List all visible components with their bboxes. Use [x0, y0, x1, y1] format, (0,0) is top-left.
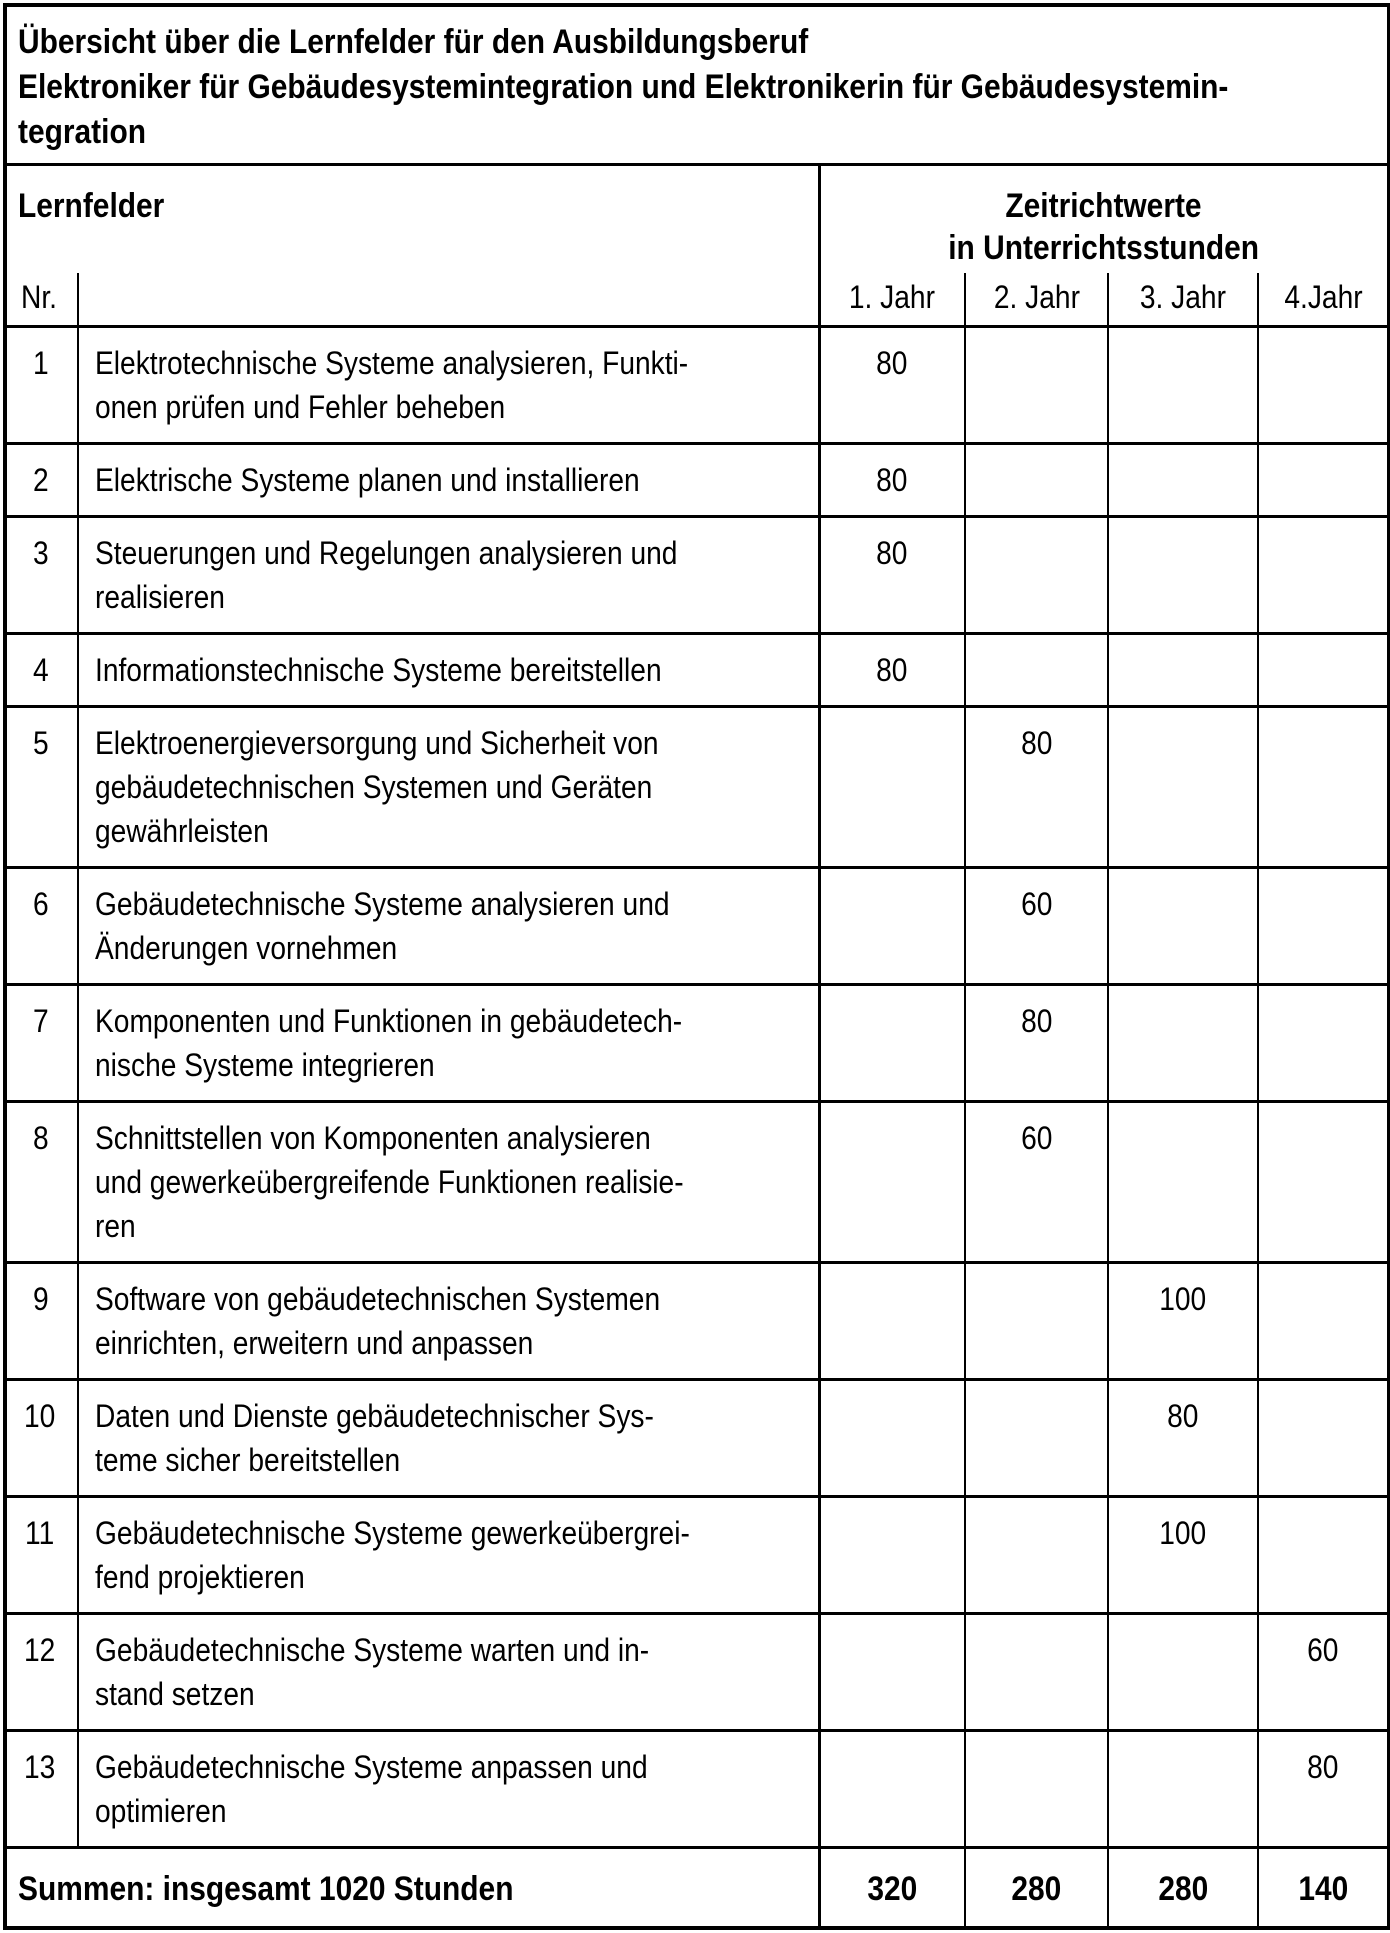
- description-line: Steuerungen und Regelungen analysieren und: [95, 535, 678, 571]
- lernfelder-label: Lernfelder: [18, 187, 165, 225]
- hours-year-3-cell: [1108, 1497, 1258, 1614]
- learning-field-description-cell: [78, 1102, 819, 1263]
- hours-year-3-cell: [1108, 868, 1258, 985]
- hours-value: [823, 999, 963, 1043]
- hours-year-4-cell: [1258, 707, 1389, 868]
- learning-field-number-cell: [5, 985, 78, 1102]
- hours-year-1-cell: [819, 1380, 965, 1497]
- hours-year-3-cell: [1108, 327, 1258, 444]
- hours-year-4-cell: [1258, 1380, 1389, 1497]
- summary-label-cell: [5, 1848, 819, 1929]
- learning-field-description-cell: [78, 634, 819, 707]
- learning-field-number: 5: [33, 725, 49, 761]
- hours-year-1-cell: [819, 634, 965, 707]
- hours-year-2-cell: [965, 327, 1108, 444]
- description-line: fend projektieren: [95, 1559, 305, 1595]
- hours-value: [1111, 458, 1255, 502]
- hours-value: [823, 721, 963, 765]
- description-line: Gebäudetechnische Systeme gewerkeübergrei-: [95, 1515, 690, 1551]
- learning-field-number-cell: [5, 1731, 78, 1848]
- description-line: Elektrische Systeme planen und installieren: [95, 462, 640, 498]
- learning-fields-body: [5, 327, 1389, 1848]
- learning-field-number: 4: [33, 652, 49, 688]
- hours-value: [1261, 1511, 1385, 1555]
- year-4-header-cell: [1258, 273, 1389, 327]
- column-group-header-row: [5, 165, 1389, 274]
- hours-value: 60: [1307, 1632, 1339, 1668]
- table-summary-section: [5, 1848, 1389, 1929]
- hours-year-4-cell: [1258, 634, 1389, 707]
- hours-year-2-cell: [965, 1731, 1108, 1848]
- learning-field-number: 7: [33, 1003, 49, 1039]
- hours-value: [1261, 531, 1385, 575]
- hours-value: [968, 648, 1105, 692]
- hours-year-3-cell: [1108, 517, 1258, 634]
- hours-value: 80: [876, 652, 908, 688]
- learning-field-number-cell: [5, 444, 78, 517]
- hours-year-2-cell: [965, 634, 1108, 707]
- description-line: Gebäudetechnische Systeme anpassen und: [95, 1749, 648, 1785]
- hours-value: [823, 1511, 963, 1555]
- learning-field-description-cell: [78, 707, 819, 868]
- learning-field-description-cell: [78, 1614, 819, 1731]
- learning-field-number-cell: [5, 1614, 78, 1731]
- learning-field-number: 2: [33, 462, 49, 498]
- learning-field-row: [5, 868, 1389, 985]
- description-line: ren: [95, 1208, 136, 1244]
- hours-value: [968, 1745, 1105, 1789]
- hours-value: [1261, 648, 1385, 692]
- hours-value: [968, 341, 1105, 385]
- hours-value: [823, 1277, 963, 1321]
- hours-year-3-cell: [1108, 1380, 1258, 1497]
- hours-year-2-cell: [965, 1614, 1108, 1731]
- hours-value: [968, 1277, 1105, 1321]
- hours-year-1-cell: [819, 444, 965, 517]
- hours-value: [1261, 341, 1385, 385]
- hours-year-1-cell: [819, 707, 965, 868]
- learning-field-description-cell: [78, 444, 819, 517]
- summary-year-3-cell: [1108, 1848, 1258, 1929]
- hours-value: [968, 458, 1105, 502]
- learning-field-number-cell: [5, 1380, 78, 1497]
- learning-field-row: [5, 517, 1389, 634]
- hours-value: 60: [1020, 886, 1053, 922]
- hours-year-3-cell: [1108, 707, 1258, 868]
- description-line: realisieren: [95, 579, 225, 615]
- column-sub-header-row: [5, 273, 1389, 327]
- description-line: Gebäudetechnische Systeme warten und in-: [95, 1632, 650, 1668]
- year-3-label: 3. Jahr: [1139, 279, 1227, 315]
- summary-year-2-cell: [965, 1848, 1108, 1929]
- hours-value: [1261, 999, 1385, 1043]
- year-2-header-cell: [965, 273, 1108, 327]
- year-2-label: 2. Jahr: [993, 279, 1080, 315]
- description-line: teme sicher bereitstellen: [95, 1442, 401, 1478]
- summary-year-1-cell: [819, 1848, 965, 1929]
- hours-value: [1111, 721, 1255, 765]
- learning-field-number-cell: [5, 1497, 78, 1614]
- zeitrichtwerte-header-cell: [819, 165, 1389, 274]
- title-line-2: Elektroniker für Gebäudesystemintegration und Elektronikerin für Gebäudesystemin-: [18, 68, 1229, 106]
- hours-year-2-cell: [965, 517, 1108, 634]
- hours-year-1-cell: [819, 985, 965, 1102]
- hours-year-2-cell: [965, 1497, 1108, 1614]
- zeitrichtwerte-label-line-1: Zeitrichtwerte: [1005, 187, 1202, 225]
- learning-field-description-cell: [78, 1497, 819, 1614]
- learning-field-description-cell: [78, 985, 819, 1102]
- year-3-header-cell: [1108, 273, 1258, 327]
- description-line: Gebäudetechnische Systeme analysieren und: [95, 886, 670, 922]
- learning-field-number-cell: [5, 1263, 78, 1380]
- description-line: Informationstechnische Systeme bereitstellen: [95, 652, 662, 688]
- description-line: gebäudetechnischen Systemen und Geräten: [95, 769, 653, 805]
- summary-label: Summen: insgesamt 1020 Stunden: [18, 1870, 514, 1908]
- learning-field-row: [5, 1380, 1389, 1497]
- description-line: Schnittstellen von Komponenten analysieren: [95, 1120, 651, 1156]
- learning-field-number-cell: [5, 327, 78, 444]
- hours-value: [1111, 531, 1255, 575]
- hours-year-1-cell: [819, 1263, 965, 1380]
- title-line-3: tegration: [18, 113, 146, 151]
- description-line: und gewerkeübergreifende Funktionen realisie-: [95, 1164, 684, 1200]
- hours-value: [1111, 648, 1255, 692]
- hours-year-4-cell: [1258, 1102, 1389, 1263]
- description-line: Elektroenergieversorgung und Sicherheit von: [95, 725, 659, 761]
- learning-field-number: 12: [24, 1632, 56, 1668]
- hours-value: [1111, 1116, 1255, 1160]
- learning-field-number: 6: [33, 886, 49, 922]
- nr-header-cell: [5, 273, 78, 327]
- hours-year-3-cell: [1108, 1614, 1258, 1731]
- description-line: Daten und Dienste gebäudetechnischer Sys-: [95, 1398, 654, 1434]
- nr-label: Nr.: [21, 279, 57, 315]
- learning-field-row: [5, 327, 1389, 444]
- header-empty-cell: [78, 273, 819, 327]
- description-line: Elektrotechnische Systeme analysieren, Funkti-: [95, 345, 689, 381]
- hours-year-4-cell: [1258, 1614, 1389, 1731]
- description-line: stand setzen: [95, 1676, 255, 1712]
- hours-year-1-cell: [819, 1614, 965, 1731]
- hours-value: [1261, 458, 1385, 502]
- learning-field-row: [5, 1614, 1389, 1731]
- learning-field-row: [5, 1497, 1389, 1614]
- learning-field-row: [5, 985, 1389, 1102]
- hours-year-2-cell: [965, 868, 1108, 985]
- hours-value: [968, 1511, 1105, 1555]
- hours-year-4-cell: [1258, 1497, 1389, 1614]
- summary-year-2-value: 280: [1011, 1870, 1062, 1908]
- hours-year-3-cell: [1108, 1102, 1258, 1263]
- hours-year-4-cell: [1258, 868, 1389, 985]
- lernfelder-header-cell: [5, 165, 819, 274]
- learning-field-description-cell: [78, 1263, 819, 1380]
- year-1-header-cell: [819, 273, 965, 327]
- learning-field-number-cell: [5, 707, 78, 868]
- learning-field-number: 11: [25, 1515, 55, 1551]
- hours-value: [1111, 1745, 1255, 1789]
- hours-year-3-cell: [1108, 985, 1258, 1102]
- hours-year-2-cell: [965, 444, 1108, 517]
- learning-field-number: 9: [33, 1281, 49, 1317]
- learning-field-description-cell: [78, 327, 819, 444]
- learning-field-row: [5, 1731, 1389, 1848]
- hours-value: [1111, 999, 1255, 1043]
- hours-year-4-cell: [1258, 985, 1389, 1102]
- hours-value: 80: [876, 345, 908, 381]
- learning-field-row: [5, 634, 1389, 707]
- description-line: einrichten, erweitern und anpassen: [95, 1325, 534, 1361]
- document-title: [5, 5, 1389, 165]
- hours-value: [823, 1628, 963, 1672]
- hours-year-2-cell: [965, 1263, 1108, 1380]
- hours-year-4-cell: [1258, 1263, 1389, 1380]
- hours-value: [823, 1394, 963, 1438]
- hours-value: 60: [1020, 1120, 1053, 1156]
- hours-value: [1261, 1277, 1385, 1321]
- summary-year-3-value: 280: [1158, 1870, 1208, 1908]
- learning-field-row: [5, 444, 1389, 517]
- hours-year-4-cell: [1258, 327, 1389, 444]
- hours-value: [1111, 1628, 1255, 1672]
- hours-year-2-cell: [965, 1380, 1108, 1497]
- learning-field-description-cell: [78, 517, 819, 634]
- learning-field-number: 3: [33, 535, 49, 571]
- hours-year-4-cell: [1258, 444, 1389, 517]
- hours-value: [823, 1745, 963, 1789]
- hours-value: 100: [1159, 1281, 1207, 1317]
- hours-value: [1261, 882, 1385, 926]
- learning-field-row: [5, 707, 1389, 868]
- hours-year-3-cell: [1108, 1731, 1258, 1848]
- hours-year-3-cell: [1108, 444, 1258, 517]
- learning-field-description-cell: [78, 1380, 819, 1497]
- hours-value: [1111, 882, 1255, 926]
- hours-value: [823, 1116, 963, 1160]
- learning-field-number: 13: [24, 1749, 56, 1785]
- hours-year-2-cell: [965, 1102, 1108, 1263]
- hours-value: 80: [1020, 1003, 1053, 1039]
- zeitrichtwerte-label-line-2: in Unterrichtsstunden: [948, 229, 1260, 267]
- description-line: nische Systeme integrieren: [95, 1047, 435, 1083]
- hours-value: [968, 531, 1105, 575]
- hours-value: [823, 882, 963, 926]
- learning-field-number: 1: [33, 345, 49, 381]
- hours-value: 80: [876, 462, 908, 498]
- hours-value: [1111, 341, 1255, 385]
- hours-year-3-cell: [1108, 634, 1258, 707]
- hours-year-4-cell: [1258, 517, 1389, 634]
- hours-year-3-cell: [1108, 1263, 1258, 1380]
- lernfelder-overview-table: [3, 3, 1390, 1930]
- hours-year-2-cell: [965, 985, 1108, 1102]
- hours-value: [1261, 1116, 1385, 1160]
- hours-year-1-cell: [819, 517, 965, 634]
- description-line: Änderungen vornehmen: [95, 930, 398, 966]
- summary-year-4-value: 140: [1298, 1870, 1349, 1908]
- summary-row: [5, 1848, 1389, 1929]
- hours-value: [1261, 721, 1385, 765]
- summary-year-1-value: 320: [867, 1870, 918, 1908]
- learning-field-number-cell: [5, 634, 78, 707]
- table-header-section: [5, 5, 1389, 327]
- hours-value: 80: [1167, 1398, 1199, 1434]
- hours-year-1-cell: [819, 1731, 965, 1848]
- hours-year-1-cell: [819, 1497, 965, 1614]
- hours-value: 100: [1159, 1515, 1207, 1551]
- hours-value: 80: [1307, 1749, 1339, 1785]
- year-1-label: 1. Jahr: [849, 279, 936, 315]
- description-line: gewährleisten: [95, 813, 269, 849]
- learning-field-number-cell: [5, 868, 78, 985]
- hours-year-4-cell: [1258, 1731, 1389, 1848]
- year-4-label: 4.Jahr: [1283, 279, 1363, 315]
- hours-value: 80: [876, 535, 908, 571]
- hours-value: [1261, 1394, 1385, 1438]
- learning-field-description-cell: [78, 868, 819, 985]
- learning-field-description-cell: [78, 1731, 819, 1848]
- hours-year-1-cell: [819, 868, 965, 985]
- hours-year-2-cell: [965, 707, 1108, 868]
- learning-field-row: [5, 1102, 1389, 1263]
- title-line-1: Übersicht über die Lernfelder für den Ausbildungsberuf: [18, 23, 809, 61]
- description-line: onen prüfen und Fehler beheben: [95, 389, 506, 425]
- hours-year-1-cell: [819, 327, 965, 444]
- description-line: Komponenten und Funktionen in gebäudetech-: [95, 1003, 683, 1039]
- description-line: Software von gebäudetechnischen Systemen: [95, 1281, 661, 1317]
- hours-year-1-cell: [819, 1102, 965, 1263]
- learning-field-row: [5, 1263, 1389, 1380]
- summary-year-4-cell: [1258, 1848, 1389, 1929]
- learning-field-number-cell: [5, 1102, 78, 1263]
- learning-field-number-cell: [5, 517, 78, 634]
- hours-value: [968, 1394, 1105, 1438]
- learning-field-number: 8: [33, 1120, 49, 1156]
- title-row: [5, 5, 1389, 165]
- hours-value: 80: [1020, 725, 1053, 761]
- description-line: optimieren: [95, 1793, 227, 1829]
- learning-field-number: 10: [24, 1398, 56, 1434]
- hours-value: [968, 1628, 1105, 1672]
